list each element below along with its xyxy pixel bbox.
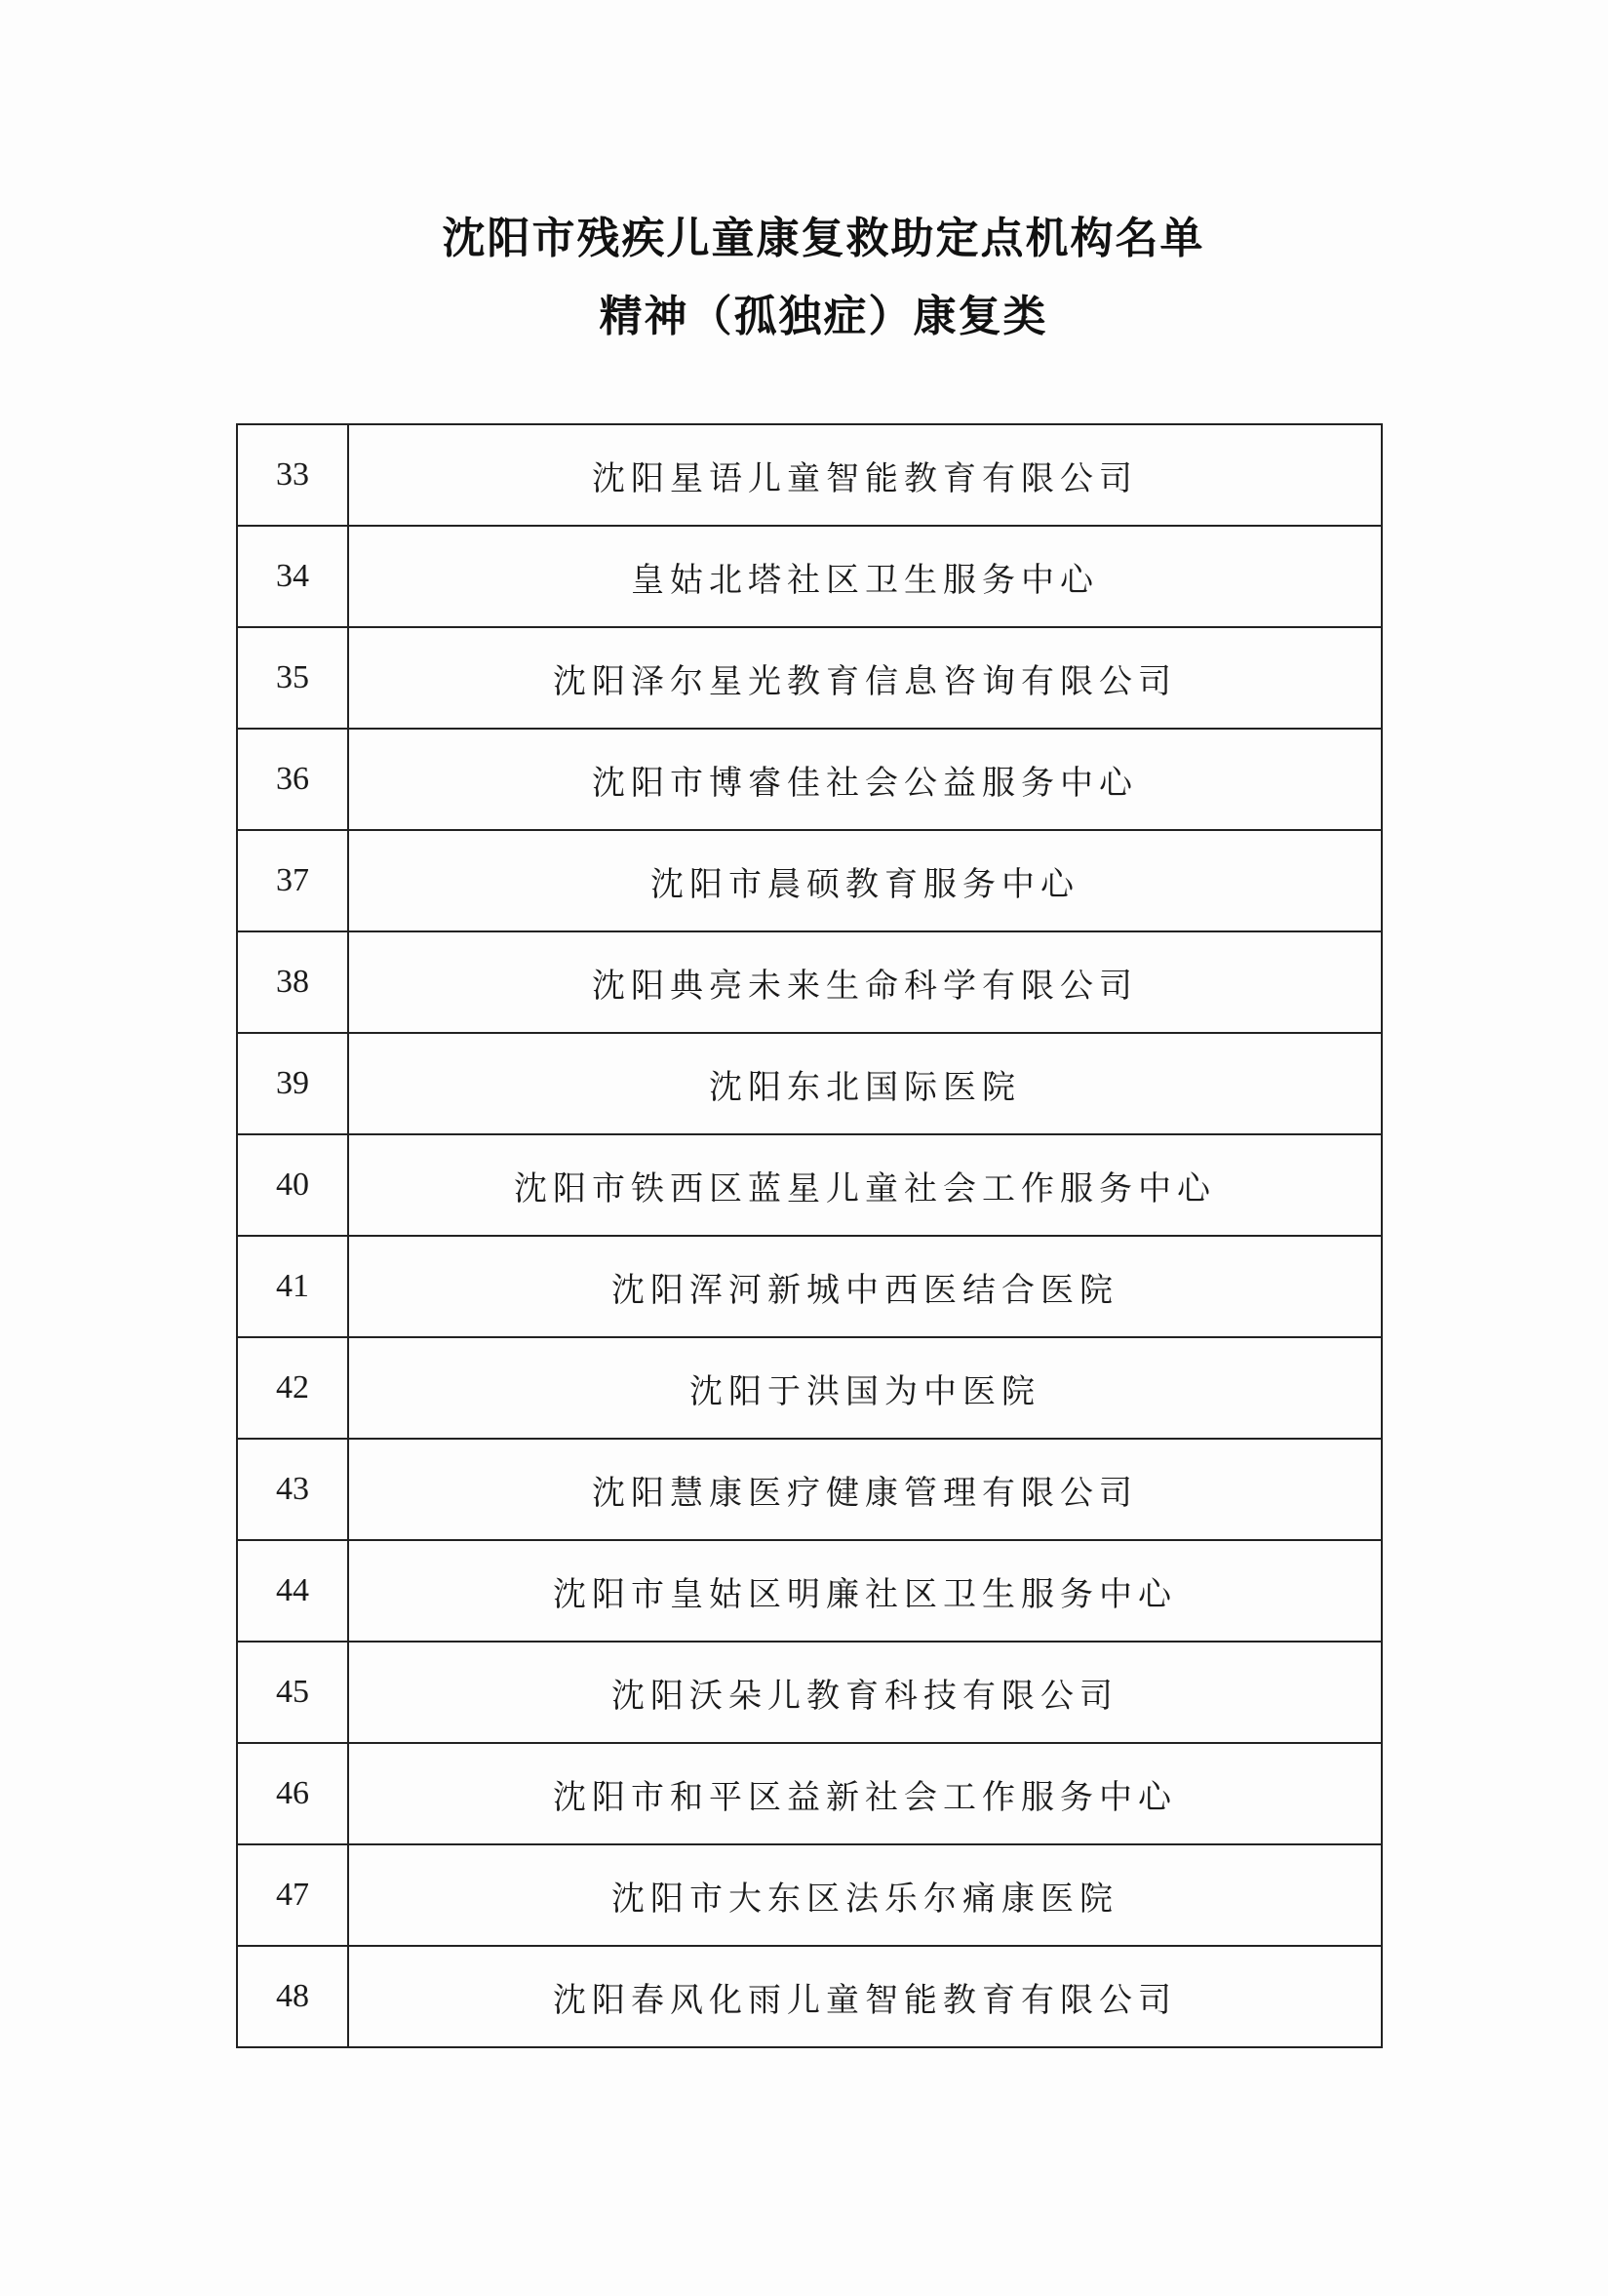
table-row [238, 1338, 1381, 1440]
table-row [238, 527, 1381, 628]
institution-name: 沈阳沃朵儿教育科技有限公司 [611, 1676, 1118, 1716]
table-row [238, 628, 1381, 730]
institution-name: 沈阳典亮未来生命科学有限公司 [592, 966, 1138, 1006]
row-number: 38 [238, 932, 349, 1032]
row-number: 41 [238, 1237, 349, 1336]
row-number: 36 [238, 730, 349, 829]
institution-name: 沈阳市铁西区蓝星儿童社会工作服务中心 [514, 1168, 1216, 1208]
institution-table [236, 423, 1383, 2048]
institution-name: 沈阳泽尔星光教育信息咨询有限公司 [553, 661, 1177, 701]
table-row [238, 1135, 1381, 1237]
table-row [238, 425, 1381, 527]
institution-name: 沈阳慧康医疗健康管理有限公司 [592, 1473, 1138, 1513]
row-number: 37 [238, 831, 349, 930]
row-number: 40 [238, 1135, 349, 1235]
table-row [238, 1440, 1381, 1541]
row-number: 43 [238, 1440, 349, 1539]
table-row [238, 932, 1381, 1034]
institution-name: 沈阳东北国际医院 [709, 1067, 1021, 1107]
row-number: 42 [238, 1338, 349, 1438]
institution-name: 沈阳于洪国为中医院 [689, 1371, 1040, 1411]
row-number: 45 [238, 1643, 349, 1742]
table-row [238, 1845, 1381, 1947]
institution-name: 沈阳春风化雨儿童智能教育有限公司 [553, 1980, 1177, 2020]
table-row [238, 831, 1381, 932]
row-number: 33 [238, 425, 349, 525]
row-number: 39 [238, 1034, 349, 1133]
document-title: 沈阳市残疾儿童康复救助定点机构名单 [442, 214, 1205, 263]
institution-name: 沈阳星语儿童智能教育有限公司 [592, 458, 1138, 498]
row-number: 48 [238, 1947, 349, 2046]
document-subtitle: 精神（孤独症）康复类 [599, 292, 1048, 341]
row-number: 47 [238, 1845, 349, 1945]
institution-name: 皇姑北塔社区卫生服务中心 [631, 560, 1099, 600]
row-number: 34 [238, 527, 349, 626]
table-row [238, 1034, 1381, 1135]
table-row [238, 730, 1381, 831]
row-number: 46 [238, 1744, 349, 1843]
institution-name: 沈阳市皇姑区明廉社区卫生服务中心 [553, 1574, 1177, 1614]
row-number: 35 [238, 628, 349, 728]
table-row [238, 1643, 1381, 1744]
table-row [238, 1744, 1381, 1845]
institution-name: 沈阳市大东区法乐尔痛康医院 [611, 1879, 1118, 1919]
table-row [238, 1237, 1381, 1338]
institution-name: 沈阳市和平区益新社会工作服务中心 [553, 1777, 1177, 1817]
table-row [238, 1947, 1381, 2048]
institution-name: 沈阳市博睿佳社会公益服务中心 [592, 763, 1138, 803]
institution-name: 沈阳浑河新城中西医结合医院 [611, 1270, 1118, 1310]
institution-name: 沈阳市晨硕教育服务中心 [650, 864, 1079, 904]
row-number: 44 [238, 1541, 349, 1641]
table-row [238, 1541, 1381, 1643]
